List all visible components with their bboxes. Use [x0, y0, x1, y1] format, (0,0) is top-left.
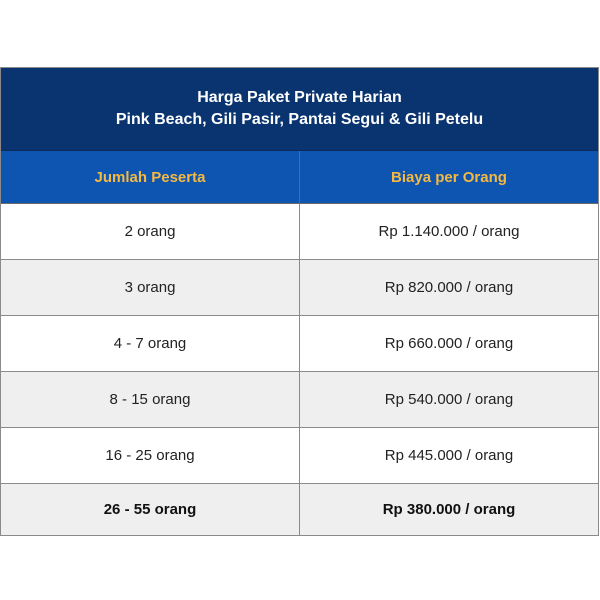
price-cell: Rp 380.000 / orang [299, 484, 598, 535]
column-header-participants: Jumlah Peserta [94, 168, 206, 186]
participants-cell: 26 - 55 orang [103, 501, 197, 518]
participants-cell: 2 orang [124, 223, 176, 240]
table-row [1, 316, 598, 372]
participants-cell: 16 - 25 orang [105, 447, 195, 464]
table-header-row [1, 151, 598, 204]
price-cell: Rp 660.000 / orang [299, 316, 598, 371]
price-cell: Rp 445.000 / orang [299, 428, 598, 483]
table-row [1, 484, 598, 535]
price-cell: Rp 820.000 / orang [299, 260, 598, 315]
participants-cell: 4 - 7 orang [113, 335, 187, 352]
table-row [1, 428, 598, 484]
price-table [0, 67, 599, 536]
table-title-line-2: Pink Beach, Gili Pasir, Pantai Segui & Gili Petelu [115, 111, 484, 128]
table-row [1, 204, 598, 260]
participants-cell: 8 - 15 orang [109, 391, 191, 408]
column-header-cost-per-person: Biaya per Orang [299, 151, 598, 203]
price-cell: Rp 540.000 / orang [299, 372, 598, 427]
participants-cell: 3 orang [124, 279, 176, 296]
table-title [1, 68, 598, 151]
table-title-line-1: Harga Paket Private Harian [197, 89, 402, 106]
price-cell: Rp 1.140.000 / orang [299, 204, 598, 259]
table-row [1, 372, 598, 428]
table-row [1, 260, 598, 316]
